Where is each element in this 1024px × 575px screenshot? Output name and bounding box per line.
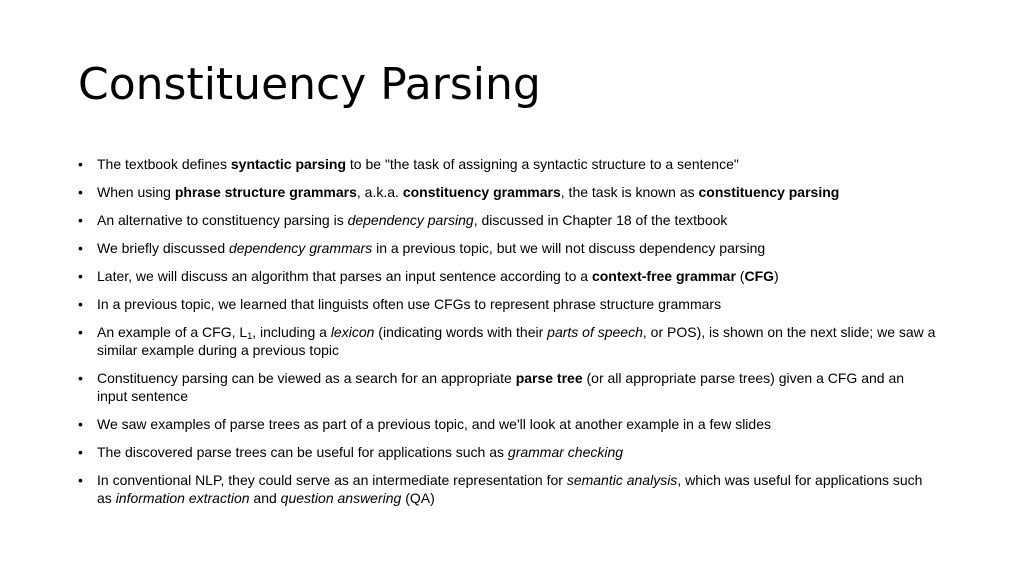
bullet-dot-icon: •	[78, 416, 83, 432]
bullet-text-segment: grammar checking	[507, 444, 624, 460]
bullet-text-segment: We briefly discussed	[97, 240, 230, 256]
bullet-item	[78, 369, 938, 405]
bullet-item	[78, 155, 938, 173]
bullet-text-segment: The discovered parse trees can be useful for applications such as	[97, 444, 508, 460]
bullet-text-segment: , which was useful for applications such as	[97, 472, 923, 506]
bullet-text-segment: , including a	[252, 324, 331, 340]
bullet-dot-icon: •	[78, 212, 83, 228]
bullet-dot-icon: •	[78, 444, 83, 460]
bullet-text-segment: parts of speech	[547, 324, 643, 340]
bullet-dot-icon: •	[78, 324, 83, 340]
bullet-item	[78, 471, 938, 507]
bullet-text-segment: , a.k.a.	[356, 184, 403, 200]
bullet-item	[78, 443, 938, 461]
bullet-dot-icon: •	[78, 156, 83, 172]
bullet-text-segment: (or all appropriate parse trees) given a CFG and an input sentence	[97, 370, 905, 404]
bullet-text-segment: to be "the task of assigning a syntactic structure to a sentence"	[346, 156, 739, 172]
bullet-text-segment: We saw examples of parse trees as part of a previous topic, and we'll look at another example in a few slides	[97, 416, 771, 432]
bullet-text-segment: An alternative to constituency parsing is	[97, 212, 348, 228]
bullet-text-segment: )	[774, 268, 779, 284]
bullet-text-segment: syntactic parsing	[230, 156, 347, 172]
bullet-text-segment: (QA)	[401, 490, 435, 506]
bullet-text-segment: constituency grammars	[402, 184, 561, 200]
bullet-text-segment: dependency grammars	[229, 240, 373, 256]
bullet-dot-icon: •	[78, 296, 83, 312]
bullet-text-segment: semantic analysis	[566, 472, 678, 488]
bullet-text-segment: In conventional NLP, they could serve as an intermediate representation for	[97, 472, 567, 488]
bullet-text-segment: (	[735, 268, 745, 284]
bullet-item	[78, 239, 938, 257]
bullet-list	[78, 155, 938, 517]
bullet-dot-icon: •	[78, 472, 83, 488]
bullet-text-segment: question answering	[280, 490, 402, 506]
bullet-text-segment: When using	[97, 184, 175, 200]
bullet-text-segment: Later, we will discuss an algorithm that parses an input sentence according to a	[97, 268, 592, 284]
bullet-text-segment: , discussed in Chapter 18 of the textbook	[473, 212, 728, 228]
bullet-item	[78, 211, 938, 229]
bullet-text-segment: in a previous topic, but we will not discuss dependency parsing	[372, 240, 766, 256]
bullet-item	[78, 183, 938, 201]
bullet-dot-icon: •	[78, 370, 83, 386]
bullet-text-segment: Constituency parsing can be viewed as a search for an appropriate	[97, 370, 516, 386]
bullet-dot-icon: •	[78, 240, 83, 256]
bullet-text-segment: (indicating words with their	[374, 324, 548, 340]
bullet-item	[78, 267, 938, 285]
bullet-text-segment: CFG	[744, 268, 775, 284]
bullet-text-segment: phrase structure grammars	[174, 184, 357, 200]
bullet-text-segment: context-free grammar	[591, 268, 736, 284]
bullet-text-segment: 1	[247, 331, 253, 341]
bullet-text-segment: information extraction	[115, 490, 250, 506]
bullet-item	[78, 323, 938, 359]
bullet-text-segment: The textbook defines	[97, 156, 231, 172]
bullet-item	[78, 415, 938, 433]
bullet-text-segment: , the task is known as	[560, 184, 699, 200]
bullet-text-segment: In a previous topic, we learned that linguists often use CFGs to represent phrase structure grammars	[97, 296, 722, 312]
bullet-text-segment: An example of a CFG, L	[97, 324, 248, 340]
bullet-text-segment: and	[249, 490, 281, 506]
bullet-text-segment: parse tree	[515, 370, 583, 386]
slide-title: Constituency Parsing	[78, 59, 541, 110]
bullet-dot-icon: •	[78, 184, 83, 200]
bullet-dot-icon: •	[78, 268, 83, 284]
bullet-item	[78, 295, 938, 313]
bullet-text-segment: dependency parsing	[347, 212, 474, 228]
bullet-text-segment: constituency parsing	[698, 184, 840, 200]
bullet-text-segment: lexicon	[330, 324, 375, 340]
bullet-text-segment: , or POS), is shown on the next slide; we saw a similar example during a previous topic	[97, 324, 936, 358]
